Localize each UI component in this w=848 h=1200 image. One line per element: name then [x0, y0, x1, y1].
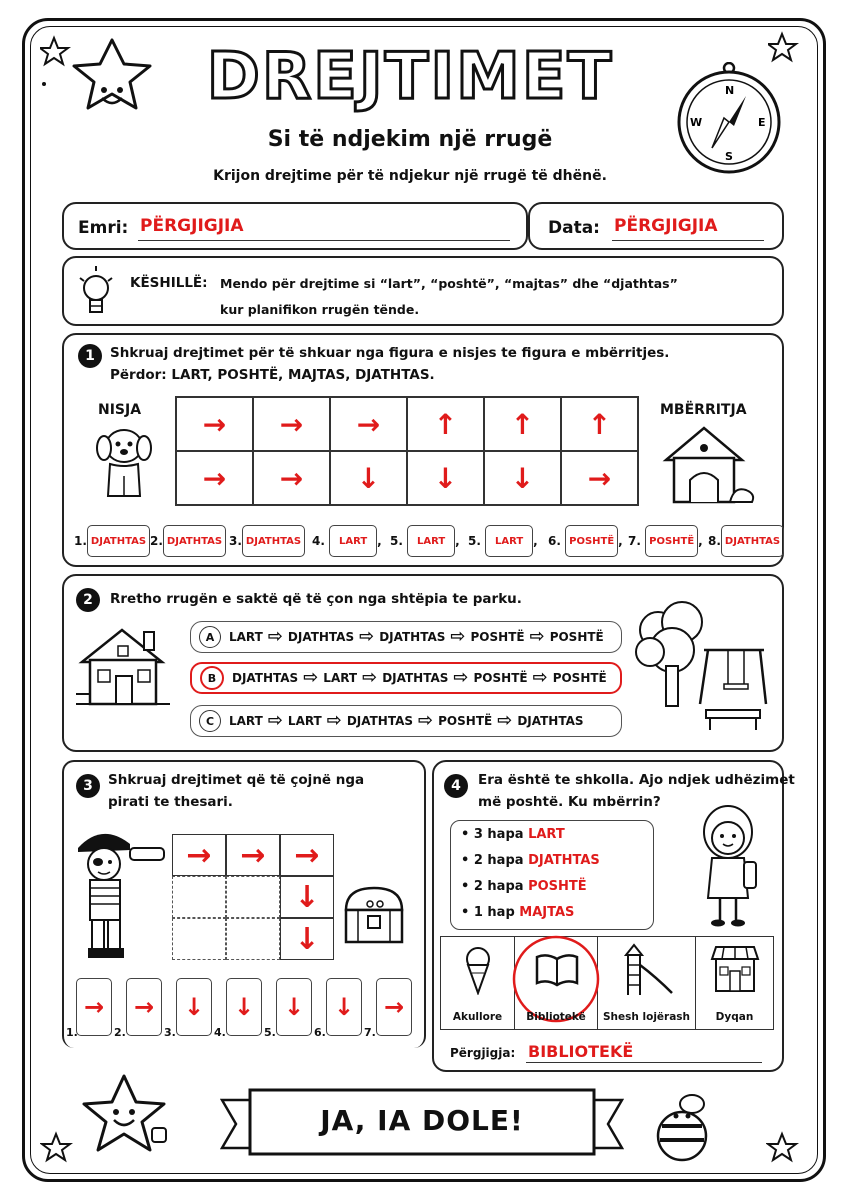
name-box: [62, 202, 528, 250]
direction-grid: [175, 396, 639, 506]
answer-box[interactable]: DJATHTAS: [87, 525, 150, 557]
grid-cell: ↑: [484, 397, 561, 451]
answer-number: 5.: [390, 534, 403, 548]
instructions-list: [450, 820, 654, 930]
arrow-right-icon: ⇨: [453, 667, 469, 688]
ice-cream-icon: [463, 945, 493, 995]
route-step: DJATHTAS: [346, 714, 414, 728]
book-icon: [535, 953, 579, 989]
girl-icon: [688, 800, 768, 930]
answer-separator: ,: [377, 534, 382, 548]
answer-number: 4.: [312, 534, 325, 548]
question-3-line2: pirati te thesari.: [108, 794, 233, 810]
answer-box[interactable]: DJATHTAS: [721, 525, 784, 557]
pirate-icon: [72, 822, 168, 962]
pirate-grid: [172, 834, 334, 960]
compass-w: W: [690, 116, 703, 129]
place-shop[interactable]: [696, 937, 773, 1029]
question-4-line1: Era është te shkolla. Ajo ndjek udhëzimet: [478, 772, 795, 788]
answer-card[interactable]: ↓: [276, 978, 312, 1036]
answer-number: 1.: [74, 534, 87, 548]
place-label: Bibliotekë: [526, 1011, 586, 1023]
answer-number: 7.: [628, 534, 641, 548]
answer-number: 8.: [708, 534, 721, 548]
arrow-right-icon: ⇨: [267, 710, 283, 731]
arrow-right-icon: ⇨: [267, 626, 283, 647]
answer-card-number: 5.: [264, 1026, 276, 1039]
route-step: POSHTË: [552, 671, 607, 685]
name-underline: [138, 240, 510, 241]
answer-card-number: 4.: [214, 1026, 226, 1039]
answer-separator: ,: [618, 534, 623, 548]
arrow-right-icon: ⇨: [418, 710, 434, 731]
step-direction: LART: [528, 827, 565, 842]
date-box: [528, 202, 784, 250]
question-3-line1: Shkruaj drejtimet që të çojnë nga: [108, 772, 365, 788]
puppy-icon: [92, 422, 156, 504]
grid-cell: →: [253, 397, 330, 451]
star-icon: [766, 1130, 806, 1170]
list-item: • 1 hap MAJTAS: [461, 905, 575, 920]
grid-cell: ↓: [330, 451, 407, 505]
star-thumbs-up-icon: [80, 1072, 190, 1172]
answer-label: Përgjigja:: [450, 1046, 516, 1060]
route-step: POSHTË: [470, 630, 525, 644]
date-value[interactable]: PËRGJIGJIA: [614, 216, 718, 236]
answer-value[interactable]: BIBLIOTEKË: [528, 1042, 634, 1061]
compass-n: N: [725, 84, 735, 97]
slide-icon: [620, 943, 676, 997]
grid-cell: →: [330, 397, 407, 451]
date-underline: [612, 240, 764, 241]
step-count: 2 hapa: [473, 879, 524, 894]
question-3-number: 3: [76, 774, 100, 798]
compass-icon: [674, 62, 784, 174]
grid-cell: →: [226, 834, 280, 876]
shop-icon: [710, 945, 760, 993]
route-step: DJATHTAS: [232, 671, 299, 685]
question-1-line1: Shkruaj drejtimet për të shkuar nga figura e nisjes te figura e mbërritjes.: [110, 345, 670, 361]
places-row: [440, 936, 774, 1030]
grid-cell: →: [176, 397, 253, 451]
route-step: LART: [229, 630, 263, 644]
answer-card[interactable]: ↓: [176, 978, 212, 1036]
answer-box[interactable]: DJATHTAS: [242, 525, 305, 557]
place-label: Akullore: [452, 1011, 503, 1023]
route-letter: C: [199, 710, 221, 732]
page-subtitle: Si të ndjekim një rrugë: [267, 127, 553, 152]
step-count: 3 hapa: [473, 827, 524, 842]
place-library[interactable]: [515, 937, 598, 1029]
answer-number: 6.: [548, 534, 561, 548]
answer-card-number: 3.: [164, 1026, 176, 1039]
date-label: Data:: [548, 218, 600, 238]
tip-box: [62, 256, 784, 326]
answer-separator: ,: [533, 534, 538, 548]
arrow-right-icon: ⇨: [359, 626, 375, 647]
arrow-right-icon: ⇨: [497, 710, 513, 731]
place-playground[interactable]: [598, 937, 696, 1029]
answer-card[interactable]: ↓: [226, 978, 262, 1036]
compass-e: E: [758, 116, 766, 129]
house-icon: [74, 624, 174, 710]
doghouse-icon: [660, 424, 758, 506]
grid-cell: ↓: [484, 451, 561, 505]
grid-cell: →: [253, 451, 330, 505]
question-4-line2: më poshtë. Ku mbërrin?: [478, 794, 661, 810]
answer-card-number: 7.: [364, 1026, 376, 1039]
name-value[interactable]: PËRGJIGJIA: [140, 216, 244, 236]
step-count: 1 hap: [473, 905, 515, 920]
grid-cell: →: [176, 451, 253, 505]
route-step: LART: [323, 671, 358, 685]
step-direction: MAJTAS: [519, 905, 575, 920]
step-direction: DJATHTAS: [528, 853, 600, 868]
answer-box[interactable]: LART: [407, 525, 455, 557]
arrow-right-icon: ⇨: [450, 626, 466, 647]
answer-card[interactable]: ↓: [326, 978, 362, 1036]
arrow-right-icon: ⇨: [303, 667, 319, 688]
route-step: DJATHTAS: [517, 714, 584, 728]
question-4-number: 4: [444, 774, 468, 798]
question-1-answers: [74, 524, 784, 558]
answer-number: 3.: [229, 534, 242, 548]
answer-box[interactable]: DJATHTAS: [163, 525, 226, 557]
list-item: • 3 hapa LART: [461, 827, 565, 842]
star-mascot-icon: [40, 30, 190, 150]
route-step: LART: [287, 714, 322, 728]
grid-cell: ↓: [280, 918, 334, 960]
grid-cell: [172, 918, 226, 960]
answer-underline: [526, 1062, 762, 1063]
tip-line2: kur planifikon rrugën tënde.: [220, 302, 420, 317]
question-2-text: Rretho rrugën e saktë që të çon nga shtëpia te parku.: [110, 591, 522, 607]
lightbulb-icon: [78, 264, 114, 322]
tip-label: KËSHILLË:: [130, 275, 208, 291]
route-step: DJATHTAS: [382, 671, 449, 685]
answer-card-number: 1.: [66, 1026, 78, 1039]
grid-cell: ↓: [407, 451, 484, 505]
route-option-c[interactable]: [190, 705, 622, 737]
route-step: POSHTË: [549, 630, 604, 644]
place-label: Dyqan: [715, 1011, 754, 1023]
answer-separator: ,: [698, 534, 703, 548]
step-count: 2 hapa: [473, 853, 524, 868]
page-title: DREJTIMET: [206, 40, 614, 114]
answer-number: 5.: [468, 534, 481, 548]
grid-cell: [226, 876, 280, 918]
question-1-number: 1: [78, 344, 102, 368]
answer-card-number: 2.: [114, 1026, 126, 1039]
page-description: Krijon drejtime për të ndjekur një rrugë të dhënë.: [213, 168, 607, 184]
route-option-a[interactable]: [190, 621, 622, 653]
step-direction: POSHTË: [528, 879, 587, 894]
arrow-right-icon: ⇨: [529, 626, 545, 647]
grid-cell: →: [561, 451, 638, 505]
grid-cell: [172, 876, 226, 918]
treasure-chest-icon: [340, 880, 410, 950]
question-1-line2: Përdor: LART, POSHTË, MAJTAS, DJATHTAS.: [110, 367, 435, 383]
route-step: DJATHTAS: [379, 630, 446, 644]
grid-cell: ↑: [561, 397, 638, 451]
grid-cell: →: [280, 834, 334, 876]
answer-box[interactable]: POSHTË: [645, 525, 698, 557]
route-step: DJATHTAS: [287, 630, 355, 644]
grid-cell: ↑: [407, 397, 484, 451]
answer-box[interactable]: LART: [485, 525, 533, 557]
footer-banner-text: JA, IA DOLE!: [320, 1104, 524, 1137]
compass-s: S: [725, 150, 733, 163]
grid-cell: →: [172, 834, 226, 876]
place-label: Shesh lojërash: [602, 1011, 691, 1023]
star-icon: [40, 1130, 80, 1170]
route-step: LART: [229, 714, 263, 728]
start-label: NISJA: [98, 402, 142, 418]
tip-line1: Mendo për drejtime si “lart”, “poshtë”, “majtas” dhe “djathtas”: [220, 276, 678, 291]
end-label: MBËRRITJA: [660, 402, 747, 418]
route-step: POSHTË: [473, 671, 528, 685]
route-letter: A: [199, 626, 221, 648]
answer-card[interactable]: →: [126, 978, 162, 1036]
list-item: • 2 hapa POSHTË: [461, 879, 587, 894]
answer-card-number: 6.: [314, 1026, 326, 1039]
arrow-right-icon: ⇨: [326, 710, 342, 731]
list-item: • 2 hapa DJATHTAS: [461, 853, 600, 868]
arrow-right-icon: ⇨: [532, 667, 548, 688]
answer-box[interactable]: LART: [329, 525, 377, 557]
answer-separator: ,: [455, 534, 460, 548]
answer-card[interactable]: →: [376, 978, 412, 1036]
place-ice-cream[interactable]: [441, 937, 515, 1029]
arrow-right-icon: ⇨: [362, 667, 378, 688]
grid-cell: ↓: [280, 876, 334, 918]
route-option-b[interactable]: [190, 662, 622, 694]
bee-icon: [650, 1086, 720, 1166]
route-letter: B: [200, 666, 224, 690]
answer-card[interactable]: →: [76, 978, 112, 1036]
name-label: Emri:: [78, 218, 129, 238]
answer-number: 2.: [150, 534, 163, 548]
park-icon: [634, 600, 768, 734]
route-step: POSHTË: [438, 714, 493, 728]
grid-cell: [226, 918, 280, 960]
question-2-number: 2: [76, 588, 100, 612]
answer-box[interactable]: POSHTË: [565, 525, 618, 557]
